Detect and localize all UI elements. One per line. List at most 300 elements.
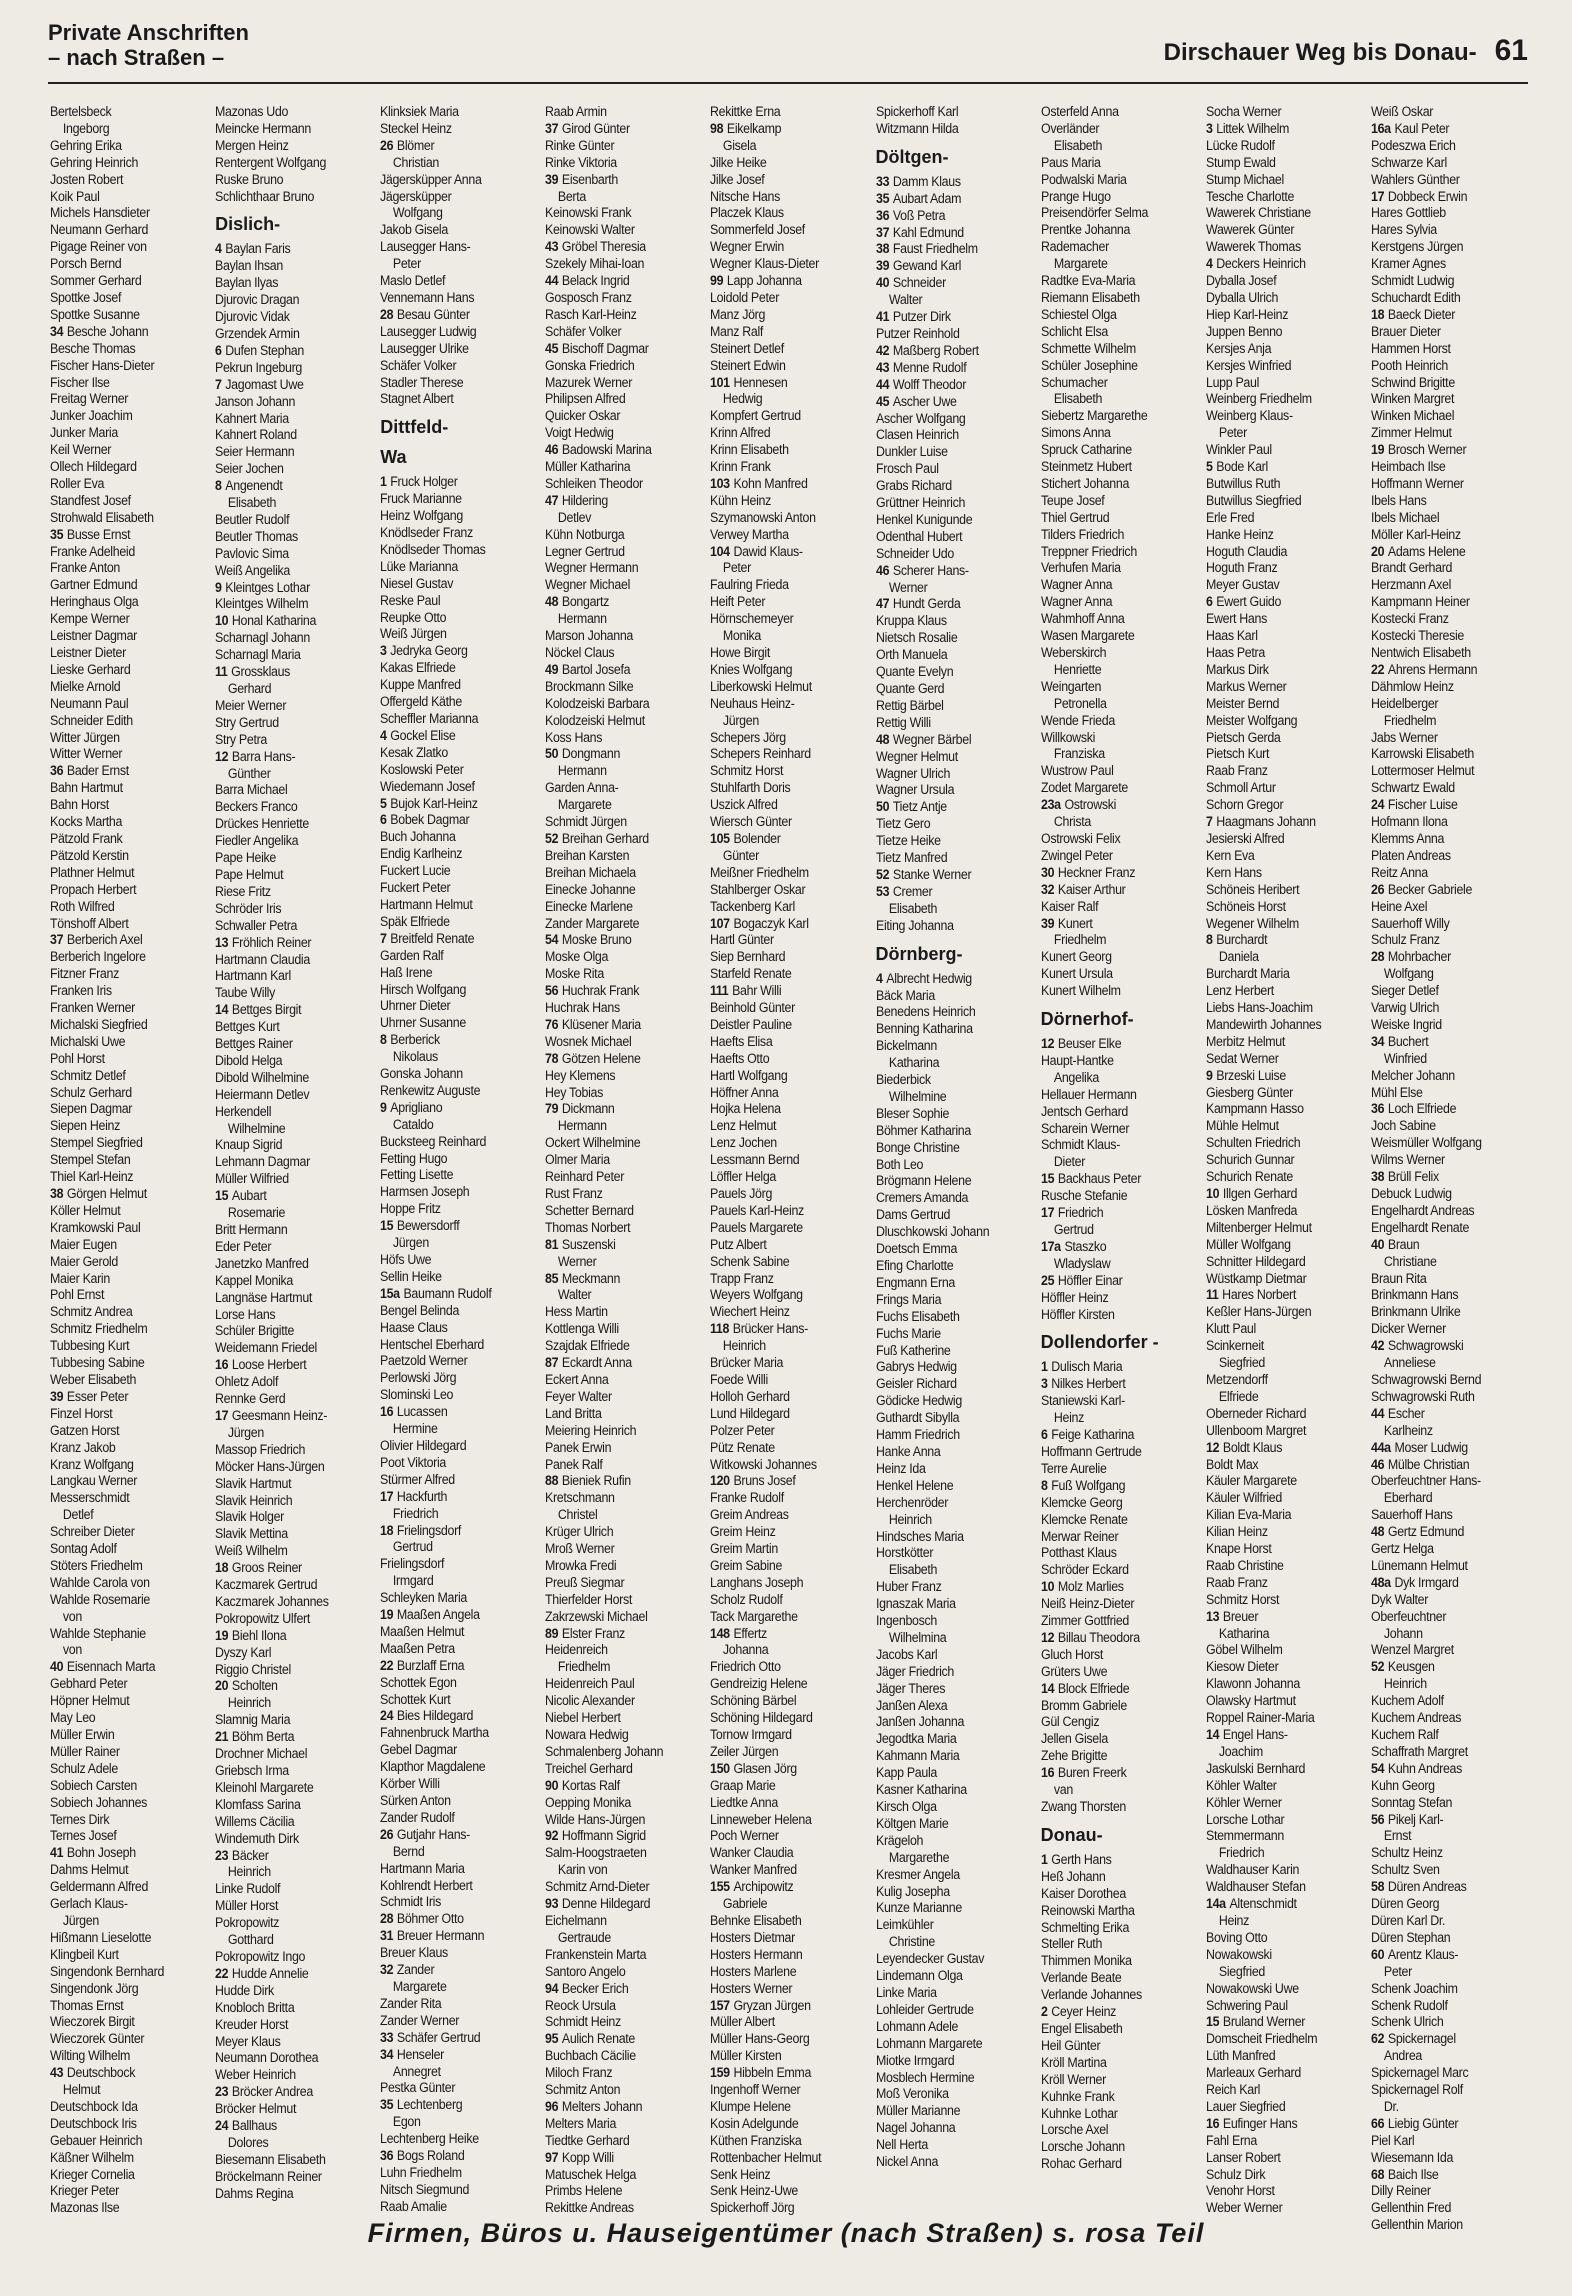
directory-entry: Kuppe Manfred (380, 677, 461, 693)
directory-entry: Scharnagl Johann (215, 630, 311, 646)
house-number: 40 (1370, 1236, 1385, 1252)
house-number: 7 (1205, 814, 1213, 830)
directory-entry: Kilian Heinz (1205, 1524, 1268, 1540)
directory-entry: Szajdak Elfriede (545, 1338, 630, 1354)
house-number: 38 (50, 1186, 64, 1201)
directory-entry: Kahnert Maria (215, 410, 289, 426)
directory-entry: Land Britta (545, 1405, 602, 1421)
directory-entry: Dähmlow Heinz (1370, 678, 1454, 694)
resident-name: Buren Freerk (1057, 1765, 1127, 1781)
resident-name: Baich Ilse (1387, 2166, 1439, 2182)
directory-entry: Deutschbock Iris (50, 2115, 137, 2131)
house-number: 22 (215, 1965, 229, 1981)
resident-name: Nilkes Herbert (1050, 1376, 1126, 1392)
directory-entry: Wiesemann Ida (1370, 2149, 1453, 2165)
directory-entry: Lausegger Hans- (380, 239, 471, 255)
directory-entry: Schäfer Volker (380, 357, 457, 373)
directory-entry: Olivier Hildegard (380, 1437, 467, 1453)
directory-entry: Prange Hugo (1040, 188, 1111, 204)
house-number: 89 (545, 1625, 559, 1641)
entry-continuation: Günther (227, 765, 271, 781)
resident-name: Staszko (1064, 1238, 1107, 1254)
directory-entry (545, 932, 691, 949)
entry-continuation: von (62, 1608, 82, 1624)
directory-entry: Bickelmann (875, 1038, 937, 1054)
directory-entry: Polzer Peter (710, 1422, 775, 1438)
resident-name: Bader Ernst (66, 763, 129, 779)
directory-entry: Simons Anna (1040, 425, 1111, 441)
directory-entry (215, 613, 361, 630)
directory-entry (215, 664, 361, 681)
directory-entry: Pauels Jörg (710, 1186, 773, 1201)
directory-entry: Hiep Karl-Heinz (1205, 306, 1288, 322)
house-number: 16 (1205, 2115, 1219, 2131)
directory-entry (710, 1321, 856, 1338)
directory-entry: Overländer (1040, 120, 1099, 136)
entry-continuation: Friedrich (1218, 1845, 1265, 1861)
directory-entry (710, 1761, 856, 1778)
house-number: 60 (1370, 1946, 1385, 1962)
entry-continuation: Gotthard (227, 1932, 274, 1948)
resident-name: Brücker Hans- (733, 1321, 809, 1337)
directory-entry: Slominski Leo (380, 1387, 454, 1403)
directory-entry: Späk Elfriede (380, 913, 450, 929)
directory-entry: Zwang Thorsten (1040, 1799, 1126, 1814)
resident-name: Bettges Birgit (231, 1002, 302, 1018)
house-number: 20 (1370, 543, 1385, 559)
directory-entry: Kompfert Gertrud (710, 408, 802, 424)
directory-entry: Wüstkamp Dietmar (1205, 1270, 1307, 1286)
directory-entry: Preisendörfer Selma (1040, 205, 1148, 221)
directory-entry: Schmelting Erika (1040, 1919, 1129, 1935)
resident-name: Baeck Dieter (1387, 306, 1455, 322)
directory-entry: Schenk Sabine (710, 1253, 790, 1269)
resident-name: Eufinger Hans (1222, 2115, 1298, 2131)
directory-entry: Varwig Ulrich (1370, 1000, 1439, 1016)
directory-entry: Mazonas Ilse (50, 2200, 120, 2216)
directory-entry: Pavlovic Sima (215, 545, 289, 561)
directory-entry: Dilly Reiner (1370, 2183, 1431, 2199)
resident-name: Hoffmann Sigrid (562, 1828, 647, 1844)
house-number: 30 (1040, 864, 1054, 880)
directory-entry (710, 375, 856, 392)
house-number: 79 (545, 1101, 559, 1117)
entry-continuation: Margarete (393, 1978, 447, 1994)
directory-entry: Heil Günter (1040, 2037, 1100, 2053)
directory-entry: Potthast Klaus (1040, 1545, 1117, 1561)
directory-entry: Oberfeuchtner (1370, 1608, 1447, 1624)
directory-entry: Stry Gertrud (215, 714, 279, 730)
directory-entry: Ibels Hans (1370, 492, 1427, 508)
directory-entry (1206, 594, 1352, 611)
resident-name: Block Elfriede (1057, 1680, 1129, 1696)
directory-entry: Massop Friedrich (215, 1441, 306, 1457)
directory-entry: Witzmann Hilda (875, 120, 959, 136)
resident-name: Dyk Irmgard (1394, 1574, 1459, 1590)
directory-entry: Reinhard Peter (545, 1169, 625, 1185)
directory-entry: Biesemann Elisabeth (215, 2151, 326, 2167)
directory-entry: Weinberg Friedhelm (1205, 391, 1312, 407)
directory-entry: Gebhard Peter (50, 1676, 128, 1692)
directory-entry: Burchardt Maria (1205, 966, 1290, 982)
directory-entry: Brinkmann Hans (1370, 1287, 1459, 1303)
directory-entry: Schottek Kurt (380, 1691, 451, 1707)
directory-entry: Beutler Rudolf (215, 511, 290, 527)
directory-entry (50, 1186, 196, 1203)
directory-entry: Herkendell (215, 1103, 272, 1119)
entry-continuation: Karin von (558, 1862, 608, 1878)
directory-entry: Tietz Gero (875, 816, 930, 832)
directory-entry: Meiering Heinrich (545, 1422, 637, 1438)
resident-name: Gröbel Theresia (562, 239, 647, 255)
directory-entry: Stempel Stefan (50, 1152, 131, 1168)
directory-entry: Schottek Egon (380, 1674, 457, 1690)
directory-entry: Breihan Karsten (545, 847, 630, 863)
directory-entry (876, 732, 1022, 749)
entry-continuation: Cataldo (393, 1116, 434, 1132)
directory-column (1371, 104, 1530, 2234)
directory-entry: Drückes Henriette (215, 816, 310, 832)
house-number: 46 (545, 442, 559, 458)
directory-entry: Doetsch Emma (875, 1241, 957, 1257)
directory-entry: Reock Ursula (545, 1997, 617, 2013)
directory-entry: Wasen Margarete (1040, 628, 1135, 644)
directory-entry (1041, 2004, 1187, 2021)
directory-entry: Witter Jürgen (50, 729, 120, 745)
house-number: 1 (380, 474, 387, 490)
directory-entry: Kakas Elfriede (380, 660, 456, 676)
house-number: 24 (1370, 797, 1385, 813)
resident-name: Archipowitz (733, 1879, 794, 1895)
directory-entry: Scinkerneit (1205, 1338, 1264, 1354)
entry-continuation: Christian (393, 154, 440, 170)
house-number: 23 (215, 1847, 229, 1863)
directory-entry (380, 138, 526, 155)
house-number: 148 (710, 1625, 731, 1641)
directory-entry: Terre Aurelie (1040, 1460, 1107, 1476)
directory-entry: Engel Elisabeth (1040, 2020, 1123, 2036)
directory-entry: Uhrner Susanne (380, 1015, 467, 1031)
directory-entry: Vennemann Hans (380, 289, 475, 305)
directory-entry: Lohleider Gertrude (875, 2001, 974, 2017)
directory-entry: Melters Maria (545, 2115, 617, 2131)
entry-continuation: Andrea (1383, 2048, 1422, 2064)
house-number: 22 (1370, 661, 1385, 677)
directory-entry: Dyballa Josef (1205, 273, 1277, 289)
directory-entry: Wagner Ursula (875, 782, 954, 798)
house-number: 12 (1205, 1439, 1219, 1455)
house-number: 101 (710, 374, 731, 390)
directory-entry: Zander Rita (380, 1995, 442, 2011)
resident-name: Moske Bruno (562, 932, 632, 948)
directory-entry: Hörnschemeyer (710, 611, 794, 627)
directory-entry: Wahlde Carola von (50, 1574, 150, 1590)
directory-entry: Neumann Dorothea (215, 2050, 319, 2066)
entry-continuation: Heinrich (888, 1511, 932, 1527)
house-number: 93 (545, 1896, 559, 1912)
directory-entry: Kostecki Franz (1370, 611, 1449, 627)
directory-entry: Kostecki Theresie (1370, 628, 1464, 644)
directory-entry: Kosin Adelgunde (710, 2115, 799, 2131)
directory-entry: Wanker Manfred (710, 1862, 798, 1878)
header-title-line2: – nach Straßen – (48, 45, 225, 70)
directory-entry: Sonntag Stefan (1370, 1794, 1453, 1810)
directory-entry: Leistner Dagmar (50, 628, 137, 644)
directory-entry: Schenk Rudolf (1370, 1997, 1448, 2013)
directory-entry: Garden Ralf (380, 947, 444, 963)
directory-entry (1371, 882, 1517, 899)
directory-entry: Pätzold Kerstin (50, 847, 129, 863)
resident-name: Aprigliano (390, 1099, 443, 1115)
entry-continuation: Margarete (558, 797, 612, 813)
directory-entry: Scharein Werner (1040, 1120, 1129, 1136)
directory-entry: Fuckert Lucie (380, 863, 451, 879)
resident-name: Kaiser Arthur (1057, 881, 1126, 897)
directory-entry: Heinz Ida (875, 1460, 926, 1476)
resident-name: Eisennach Marta (66, 1659, 156, 1675)
directory-entry: Janßen Alexa (875, 1697, 947, 1713)
directory-entry: Brögmann Helene (875, 1173, 971, 1189)
resident-name: Bongartz (562, 594, 610, 610)
entry-continuation: Detlef (62, 1507, 94, 1523)
house-number: 14 (1040, 1680, 1054, 1696)
directory-entry: Meier Werner (215, 697, 287, 713)
directory-entry: Kuhnke Frank (1040, 2088, 1115, 2104)
house-number: 20 (215, 1678, 229, 1694)
directory-entry: Frosch Paul (875, 461, 939, 477)
directory-entry: Schröder Eckard (1040, 1562, 1129, 1578)
directory-entry: Pape Heike (215, 850, 277, 866)
directory-entry: Scharnagl Maria (215, 647, 301, 663)
directory-entry: Rentergent Wolfgang (215, 154, 327, 170)
directory-entry: Perlowski Jörg (380, 1370, 457, 1386)
resident-name: Bischoff Dagmar (562, 340, 649, 356)
house-number: 42 (875, 342, 889, 358)
resident-name: Bruns Josef (733, 1473, 796, 1489)
directory-entry: Tiedtke Gerhard (545, 2132, 630, 2148)
directory-entry: Putz Albert (710, 1236, 767, 1252)
directory-entry: Lenz Jochen (710, 1135, 778, 1151)
directory-entry: Fischer Hans-Dieter (50, 357, 155, 373)
directory-entry: Raab Amalie (380, 2198, 448, 2214)
entry-continuation: Heinrich (723, 1338, 767, 1354)
entry-continuation: Elfriede (1218, 1388, 1259, 1404)
directory-entry: Stahlberger Oskar (710, 881, 806, 897)
resident-name: Hudde Annelie (231, 1965, 309, 1981)
entry-continuation: Daniela (1218, 949, 1259, 965)
resident-name: Kahl Edmund (892, 224, 964, 240)
resident-name: Suszenski (562, 1236, 616, 1252)
resident-name: Bieniek Rufin (562, 1473, 632, 1489)
house-number: 49 (545, 661, 559, 677)
directory-entry: Gertz Helga (1370, 1541, 1434, 1557)
directory-entry (876, 343, 1022, 360)
directory-entry: Hanke Heinz (1205, 526, 1274, 542)
resident-name: Bogs Roland (397, 2148, 465, 2164)
resident-name: Dulisch Maria (1050, 1359, 1122, 1375)
directory-entry: Linneweber Helena (710, 1811, 812, 1827)
directory-entry: Schlichthaar Bruno (215, 188, 315, 204)
directory-entry: Schulten Friedrich (1205, 1135, 1301, 1151)
directory-entry (1371, 1879, 1517, 1896)
directory-entry: Jägersküpper (380, 188, 452, 204)
house-number: 10 (1040, 1579, 1054, 1595)
directory-entry: Müller Katharina (545, 459, 631, 475)
resident-name: Belack Ingrid (562, 273, 630, 289)
directory-entry: Singendonk Bernhard (50, 1963, 165, 1979)
house-number: 36 (380, 2148, 394, 2164)
directory-entry: Schulz Dirk (1205, 2166, 1266, 2182)
directory-entry: Pape Helmut (215, 866, 284, 882)
entry-continuation: Christa (1053, 814, 1091, 830)
directory-entry: Kuchem Adolf (1370, 1693, 1444, 1709)
directory-entry: Weyers Wolfgang (710, 1287, 804, 1303)
directory-entry: Roller Eva (50, 475, 105, 491)
entry-continuation: Wolfgang (393, 205, 443, 221)
directory-entry: Grabs Richard (875, 478, 952, 494)
directory-entry: Nickel Anna (875, 2154, 938, 2170)
house-number: 5 (380, 795, 387, 811)
house-number: 26 (380, 137, 394, 153)
directory-entry: Slavik Mettina (215, 1526, 288, 1542)
resident-name: Deckers Heinrich (1216, 256, 1306, 272)
directory-entry: Djurovic Vidak (215, 309, 290, 325)
house-number: 92 (545, 1828, 559, 1844)
house-number: 33 (875, 173, 889, 189)
directory-entry: Propach Herbert (50, 881, 137, 897)
resident-name: Biehl Ilona (231, 1627, 287, 1643)
resident-name: Bujok Karl-Heinz (390, 795, 478, 811)
entry-continuation: Hermann (558, 1118, 608, 1134)
directory-entry: Schultz Heinz (1370, 1845, 1443, 1861)
house-number: 15 (380, 1218, 394, 1234)
directory-entry: Bettges Rainer (215, 1036, 293, 1052)
directory-entry (1041, 1036, 1187, 1053)
entry-continuation: Heinrich (1383, 1676, 1427, 1692)
directory-entry: Schleiken Theodor (545, 475, 644, 491)
entry-continuation: Franziska (1053, 746, 1105, 762)
directory-entry: Brandt Gerhard (1370, 560, 1452, 576)
directory-entry: Spickerhoff Jörg (710, 2200, 795, 2216)
directory-entry: Neumann Paul (50, 695, 129, 711)
directory-entry: Kern Eva (1205, 847, 1255, 863)
directory-entry: Markus Werner (1205, 678, 1287, 694)
directory-entry: Wilting Wilhelm (50, 2048, 131, 2064)
directory-entry: Kersjes Winfried (1205, 357, 1292, 373)
directory-entry: Hentschel Eberhard (380, 1336, 485, 1352)
resident-name: Besche Johann (66, 323, 149, 339)
directory-entry (1041, 865, 1187, 882)
directory-entry: Manz Ralf (710, 323, 764, 339)
directory-entry: Kühn Notburga (545, 526, 625, 542)
directory-entry: Rinke Günter (545, 137, 615, 153)
directory-entry: Zwingel Peter (1040, 847, 1113, 863)
house-number: 48 (545, 594, 559, 610)
directory-entry: Uhrner Dieter (380, 998, 451, 1014)
house-number: 120 (710, 1473, 731, 1489)
directory-entry: Schüler Brigitte (215, 1323, 295, 1339)
directory-entry: Hosters Werner (710, 1980, 793, 1996)
directory-entry: Lehmann Dagmar (215, 1154, 311, 1170)
directory-entry: Senk Heinz-Uwe (710, 2183, 799, 2199)
directory-entry: Schwaller Petra (215, 917, 298, 933)
directory-entry (1041, 1239, 1187, 1256)
directory-entry (1371, 1457, 1517, 1474)
resident-name: Jagomast Uwe (225, 376, 304, 392)
entry-continuation: Petronella (1053, 695, 1107, 711)
entry-continuation: Elisabeth (1053, 391, 1102, 407)
directory-entry: Kleintges Wilhelm (215, 596, 309, 612)
resident-name: Arentz Klaus- (1387, 1946, 1459, 1962)
directory-entry: Meister Bernd (1205, 695, 1279, 711)
resident-name: Breihan Gerhard (562, 830, 650, 846)
directory-entry: Wieczorek Günter (50, 2031, 145, 2047)
directory-entry: Brauer Dieter (1370, 323, 1441, 339)
directory-entry (1206, 1287, 1352, 1304)
directory-entry: Ullenboom Margret (1205, 1422, 1306, 1438)
directory-entry: Henkel Kunigunde (875, 511, 972, 527)
resident-name: Littek Wilhelm (1216, 120, 1289, 136)
house-number: 52 (1370, 1659, 1385, 1675)
house-number: 111 (710, 983, 729, 999)
directory-entry (1041, 1171, 1187, 1188)
resident-name: Groos Reiner (231, 1560, 302, 1576)
directory-entry: Treppner Friedrich (1040, 543, 1137, 559)
directory-entry: Socha Werner (1205, 104, 1282, 119)
directory-entry: Schulz Gerhard (50, 1084, 132, 1100)
directory-entry: Gluch Horst (1040, 1646, 1103, 1662)
directory-entry (876, 309, 1022, 326)
entry-continuation: Elisabeth (888, 1562, 937, 1578)
directory-entry: Weiß Angelika (215, 562, 291, 578)
directory-entry: Ternes Josef (50, 1828, 117, 1844)
directory-entry: Maaßen Petra (380, 1640, 456, 1656)
directory-entry (545, 1101, 691, 1118)
directory-entry: Kaiser Dorothea (1040, 1885, 1126, 1901)
directory-entry: Tornow Irmgard (710, 1727, 793, 1742)
directory-entry: Langkau Werner (50, 1473, 138, 1489)
directory-entry: Weber Heinrich (215, 2067, 296, 2083)
directory-entry: Kunert Ursula (1040, 966, 1113, 982)
resident-name: Brzeski Luise (1216, 1067, 1286, 1083)
directory-entry: Lüke Marianna (380, 558, 459, 574)
directory-entry: Möller Karl-Heinz (1370, 526, 1461, 542)
directory-entry: Schüler Josephine (1040, 357, 1138, 373)
directory-entry: Höpner Helmut (50, 1693, 130, 1709)
directory-entry (1206, 1068, 1352, 1085)
house-number: 44 (875, 376, 889, 392)
header-section-title (48, 20, 249, 70)
entry-continuation: Katharina (1218, 1625, 1269, 1641)
directory-entry: Miloch Franz (545, 2065, 613, 2081)
directory-entry: Bleser Sophie (875, 1105, 949, 1121)
entry-continuation: Egon (393, 2114, 421, 2130)
resident-name: Maaßen Angela (397, 1607, 480, 1623)
entry-continuation: Christel (558, 1507, 598, 1523)
resident-name: Lapp Johanna (727, 273, 803, 289)
resident-name: Braun (1387, 1236, 1420, 1252)
directory-entry: Behnke Elisabeth (710, 1912, 802, 1928)
entry-continuation: Heinz (1053, 1410, 1084, 1426)
directory-entry: Kahnert Roland (215, 427, 297, 443)
entry-continuation: Siegfried (1218, 1355, 1265, 1371)
directory-entry: Heß Johann (1040, 1868, 1106, 1884)
directory-entry: Ignaszak Maria (875, 1596, 956, 1612)
resident-name: Tietz Antje (892, 799, 947, 815)
directory-entry: Legner Gertrud (545, 543, 626, 559)
house-number: 48 (875, 731, 889, 747)
directory-entry: Kunert Wilhelm (1040, 983, 1121, 999)
